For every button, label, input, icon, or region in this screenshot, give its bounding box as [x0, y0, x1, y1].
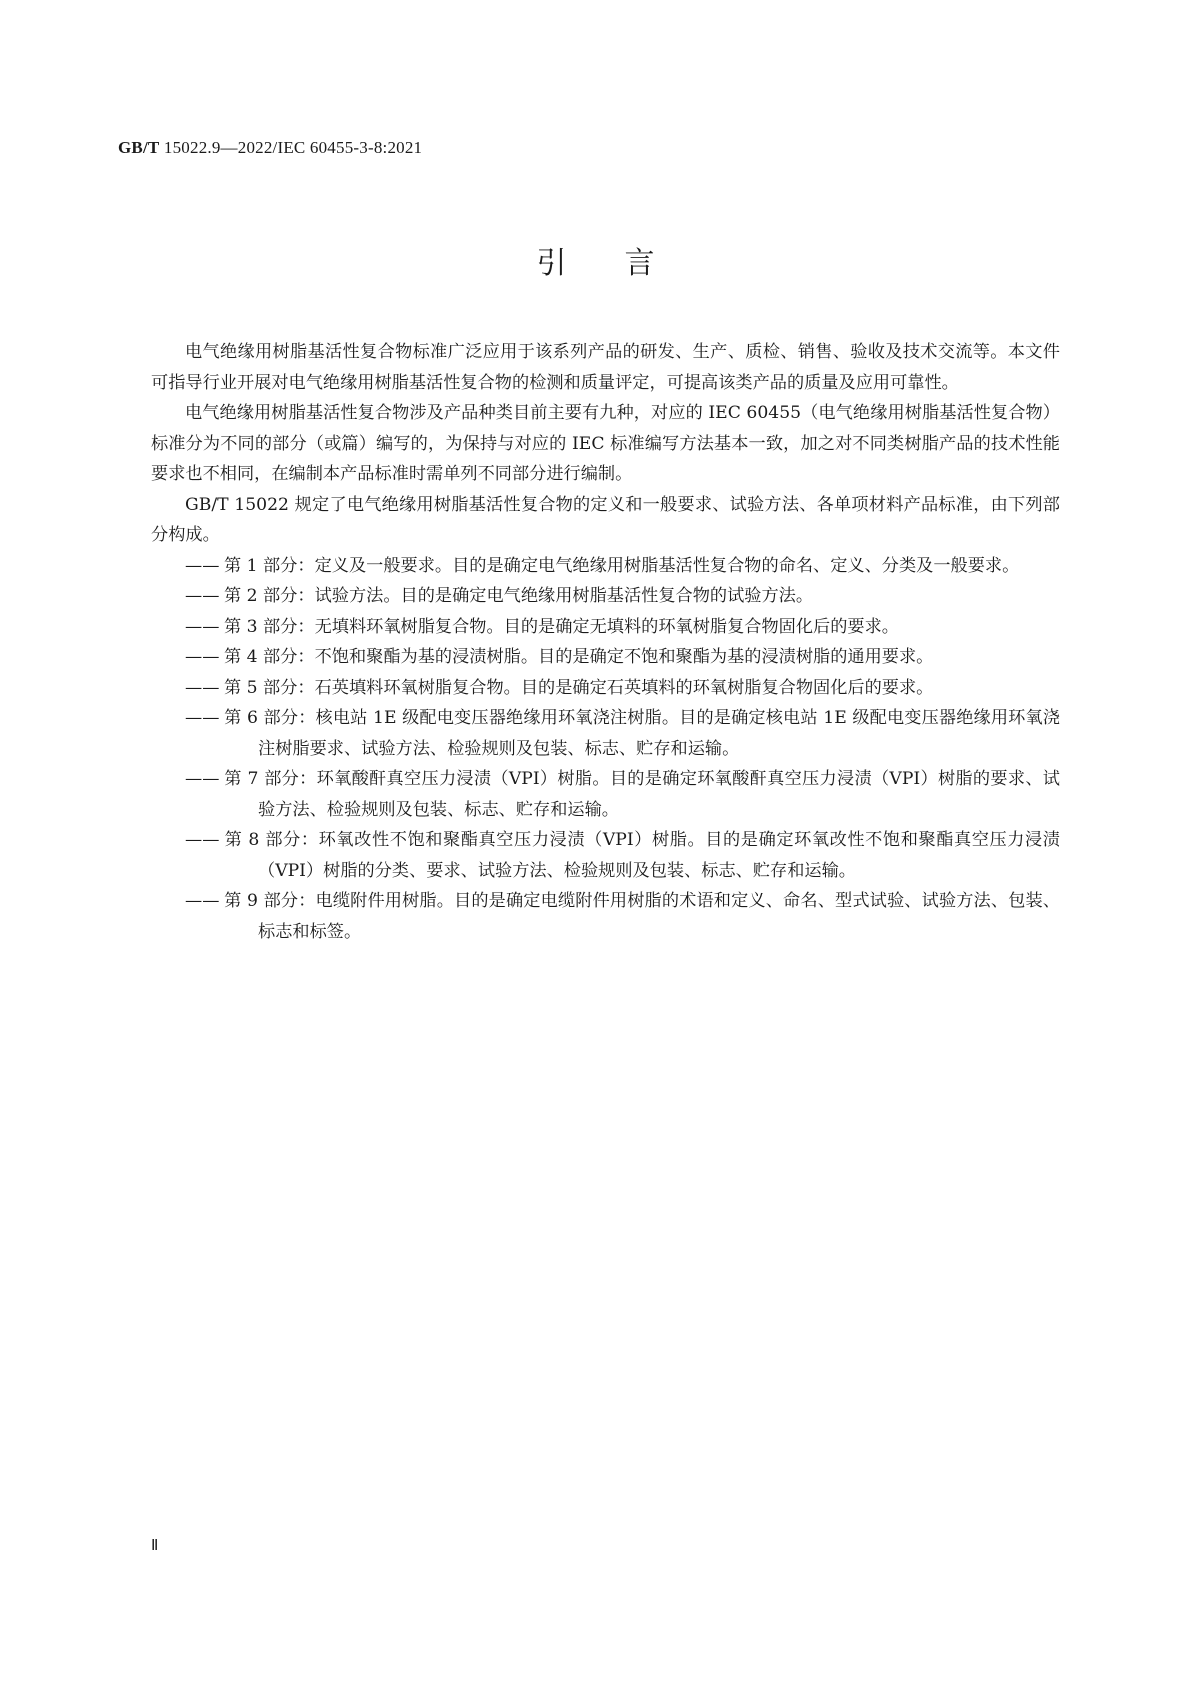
- list-dash: ——: [185, 555, 220, 576]
- list-item: [185, 551, 1060, 582]
- list-item-text: 第 2 部分：试验方法。目的是确定电气绝缘用树脂基活性复合物的试验方法。: [224, 586, 814, 606]
- list-item-text: 第 3 部分：无填料环氧树脂复合物。目的是确定无填料的环氧树脂复合物固化后的要求。: [224, 616, 899, 637]
- list-item-text: 第 4 部分：不饱和聚酯为基的浸渍树脂。目的是确定不饱和聚酯为基的浸渍树脂的通用要求。: [224, 647, 934, 667]
- list-dash: ——: [185, 891, 220, 911]
- list-item: [185, 764, 1060, 825]
- list-item-text: 第 6 部分：核电站 1E 级配电变压器绝缘用环氧浇注树脂。目的是确定核电站 1E 级配电变压器绝缘用环氧浇注树脂要求、试验方法、检验规则及包装、标志、贮存和运输。: [224, 708, 1060, 759]
- list-item-text: 第 9 部分：电缆附件用树脂。目的是确定电缆附件用树脂的术语和定义、命名、型式试验、试验方法、包装、标志和标签。: [224, 891, 1060, 942]
- section-title: 引言: [536, 246, 713, 281]
- list-dash: ——: [185, 677, 220, 698]
- list-item-text: 第 1 部分：定义及一般要求。目的是确定电气绝缘用树脂基活性复合物的命名、定义、分类及一般要求。: [224, 555, 1020, 576]
- paragraph: 电气绝缘用树脂基活性复合物涉及产品种类目前主要有九种，对应的 IEC 60455（电气绝缘用树脂基活性复合物）标准分为不同的部分（或篇）编写的，为保持与对应的 IEC 标准编写方法基本一致，加之对不同类树脂产品的技术性能要求也不相同，在编制本产品标准时需单列不同部分进行编制。: [151, 403, 1060, 484]
- list-item: [185, 886, 1060, 947]
- main-content: [151, 337, 1060, 947]
- paragraph: 电气绝缘用树脂基活性复合物标准广泛应用于该系列产品的研发、生产、质检、销售、验收及技术交流等。本文件可指导行业开展对电气绝缘用树脂基活性复合物的检测和质量评定，可提高该类产品的质量及应用可靠性。: [151, 342, 1060, 393]
- list-dash: ——: [185, 647, 220, 667]
- list-dash: ——: [185, 769, 220, 789]
- list-item-text: 第 8 部分：环氧改性不饱和聚酯真空压力浸渍（VPI）树脂。目的是确定环氧改性不饱和聚酯真空压力浸渍（VPI）树脂的分类、要求、试验方法、检验规则及包装、标志、贮存和运输。: [224, 830, 1060, 881]
- list-dash: ——: [185, 830, 220, 850]
- list-dash: ——: [185, 586, 220, 606]
- list-item: [185, 825, 1060, 886]
- list-item: [185, 673, 1060, 704]
- list-item: [185, 642, 1060, 673]
- page-number: Ⅱ: [151, 1538, 159, 1554]
- list-dash: ——: [185, 708, 220, 728]
- standard-prefix: GB/T: [118, 138, 160, 157]
- list-item-text: 第 5 部分：石英填料环氧树脂复合物。目的是确定石英填料的环氧树脂复合物固化后的要求。: [224, 677, 934, 698]
- list-item: [185, 612, 1060, 643]
- list-item-text: 第 7 部分：环氧酸酐真空压力浸渍（VPI）树脂。目的是确定环氧酸酐真空压力浸渍（VPI）树脂的要求、试验方法、检验规则及包装、标志、贮存和运输。: [224, 769, 1060, 820]
- document-header: [118, 138, 422, 158]
- list-item: [185, 581, 1060, 612]
- standard-number: 15022.9—2022/IEC 60455-3-8:2021: [163, 138, 423, 157]
- paragraph: GB/T 15022 规定了电气绝缘用树脂基活性复合物的定义和一般要求、试验方法、各单项材料产品标准，由下列部分构成。: [151, 494, 1060, 545]
- list-item: [185, 703, 1060, 764]
- list-dash: ——: [185, 616, 220, 637]
